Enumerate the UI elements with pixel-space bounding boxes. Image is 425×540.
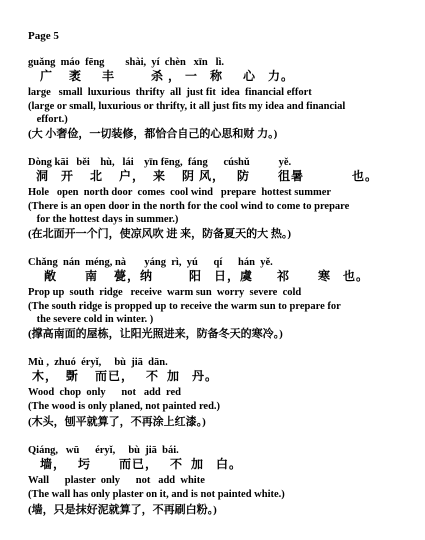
page-title: Page 5 (28, 30, 59, 42)
hanzi-line: 广 袤 丰 杀 ， 一 称 心 力。 (28, 69, 295, 83)
hanzi-line: 木， 斲 而已， 不 加 丹。 (28, 369, 219, 383)
english-gloss-line: Wood chop only not add red (28, 387, 181, 398)
chinese-translation-line: (在北面开一个门，使凉风吹 进 来，防备夏天的大 热。) (28, 228, 292, 240)
english-gloss-line: Prop up south ridge receive warm sun worry severe cold (28, 287, 302, 298)
pinyin-line: Mù , zhuó éryǐ, bù jiā dān. (28, 357, 168, 368)
chinese-translation-line: (撑高南面的屋栋，让阳光照进来，防备冬天的寒冷。) (28, 328, 283, 340)
pinyin-line: Chǎng nán méng, nà yáng rì, yú qí hán yě. (28, 257, 273, 268)
english-gloss-line: large small luxurious thrifty all just fit idea financial effort (28, 87, 312, 98)
chinese-translation-line: (墙，只是抹好泥就算了，不再刷白粉。) (28, 504, 217, 516)
translation-line: effort.) (34, 114, 68, 125)
translation-line: the severe cold in winter. ) (34, 314, 154, 325)
english-gloss-line: Wall plaster only not add white (28, 475, 205, 486)
translation-line: (The south ridge is propped up to receive the warm sun to prepare for (28, 301, 341, 312)
pinyin-line: Dòng kāi běi hù, lái yīn fēng, fáng cúshǔ yě. (28, 157, 292, 168)
chinese-translation-line: (木头，刨平就算了，不再涂上红漆。) (28, 416, 206, 428)
pinyin-line: Qiáng, wū éryǐ, bù jiā bái. (28, 445, 179, 456)
hanzi-line: 敞 南 甍，纳 阳 日，虞 祁 寒 也。 (28, 269, 370, 283)
hanzi-line: 洞 开 北 户， 来 阴 风， 防 徂暑 也。 (28, 169, 379, 183)
hanzi-line: 墙， 圬 而已， 不 加 白。 (28, 457, 243, 471)
translation-line: (The wood is only planed, not painted red.) (28, 401, 221, 412)
translation-line: for the hottest days in summer.) (34, 214, 179, 225)
chinese-translation-line: (大 小奢俭，一切装修，都恰合自己的心思和财 力。) (28, 128, 278, 140)
translation-line: (There is an open door in the north for the cool wind to come to prepare (28, 201, 350, 212)
translation-line: (large or small, luxurious or thrifty, it all just fits my idea and financial (28, 101, 346, 112)
pinyin-line: guǎng máo fēng shài, yí chèn xīn lì. (28, 57, 225, 68)
english-gloss-line: Hole open north door comes cool wind prepare hottest summer (28, 187, 332, 198)
translation-line: (The wall has only plaster on it, and is not painted white.) (28, 489, 285, 500)
